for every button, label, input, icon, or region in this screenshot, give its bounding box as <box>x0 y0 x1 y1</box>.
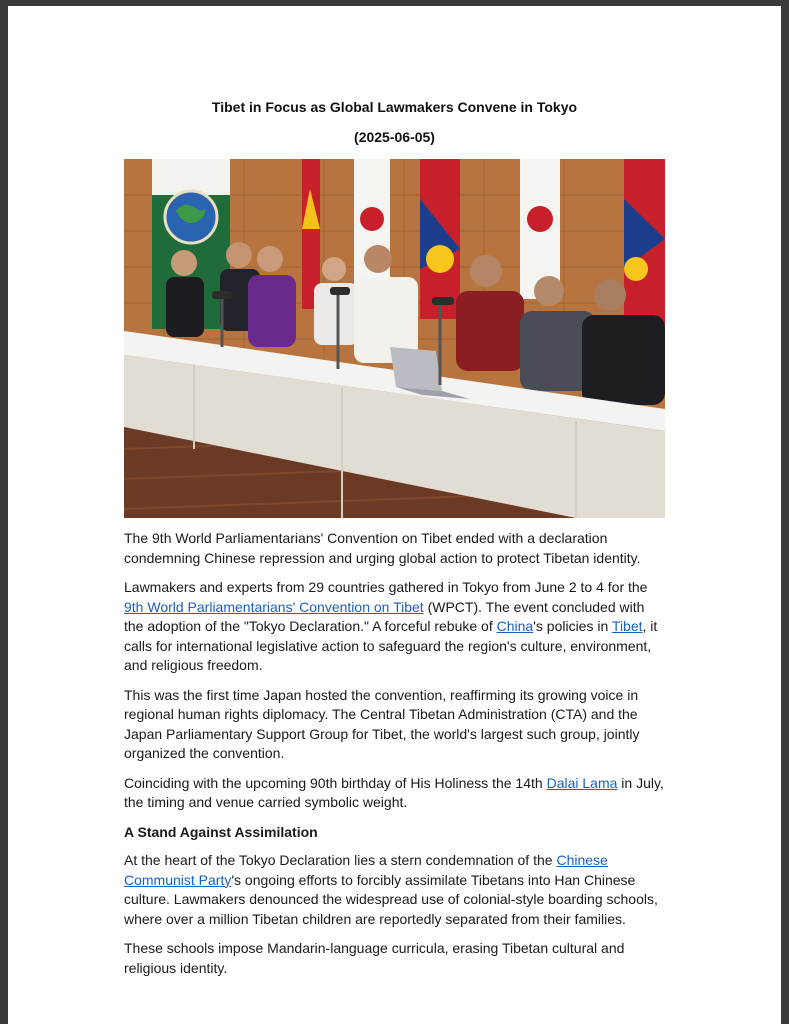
ccp-link[interactable]: Chinese Communist Party <box>124 852 608 888</box>
paragraph-4: Coinciding with the upcoming 90th birthday of His Holiness the 14th Dalai Lama in July, the timing and venue carried symbolic weight. <box>124 774 664 810</box>
section-heading: A Stand Against Assimilation <box>124 823 318 840</box>
paragraph-1: The 9th World Parliamentarians' Convention on Tibet ended with a declaration condemning Chinese repression and urging global action to protect Tibetan identity. <box>124 530 641 566</box>
article-body <box>124 529 664 988</box>
paragraph-3: This was the first time Japan hosted the convention, reaffirming its growing voice in regional human rights diplomacy. The Central Tibetan Administration (CTA) and the Japan Parliamentary Support Group for Tibet, the world's largest such group, jointly organized the convention. <box>124 686 640 761</box>
paragraph-5: At the heart of the Tokyo Declaration lies a stern condemnation of the Chinese Communist Party's ongoing efforts to forcibly assimilate Tibetans into Han Chinese culture. Lawmakers denounced the widespread use of colonial-style boarding schools, where over a million Tibetan children are reportedly separated from their families. <box>124 852 658 927</box>
paragraph-6: These schools impose Mandarin-language curricula, erasing Tibetan cultural and religious identity. <box>124 940 625 976</box>
document-page <box>8 6 781 1024</box>
convention-photo <box>124 159 665 518</box>
dalai-lama-link[interactable]: Dalai Lama <box>546 774 618 791</box>
wpct-link[interactable]: 9th World Parliamentarians' Convention on Tibet <box>124 598 424 615</box>
article-date: (2025-06-05) <box>354 129 435 145</box>
tibet-link[interactable]: Tibet <box>611 618 643 634</box>
china-link[interactable]: China <box>496 618 534 634</box>
article-title: Tibet in Focus as Global Lawmakers Convene in Tokyo <box>211 99 578 115</box>
paragraph-2: Lawmakers and experts from 29 countries gathered in Tokyo from June 2 to 4 for the 9th World Parliamentarians' Convention on Tibet (WPCT). The event concluded with the adoption of the "Tokyo Declaration." A forceful rebuke of China's policies in Tibet, it calls for international legislative action to safeguard the region's culture, environment, and religious freedom. <box>124 579 658 673</box>
